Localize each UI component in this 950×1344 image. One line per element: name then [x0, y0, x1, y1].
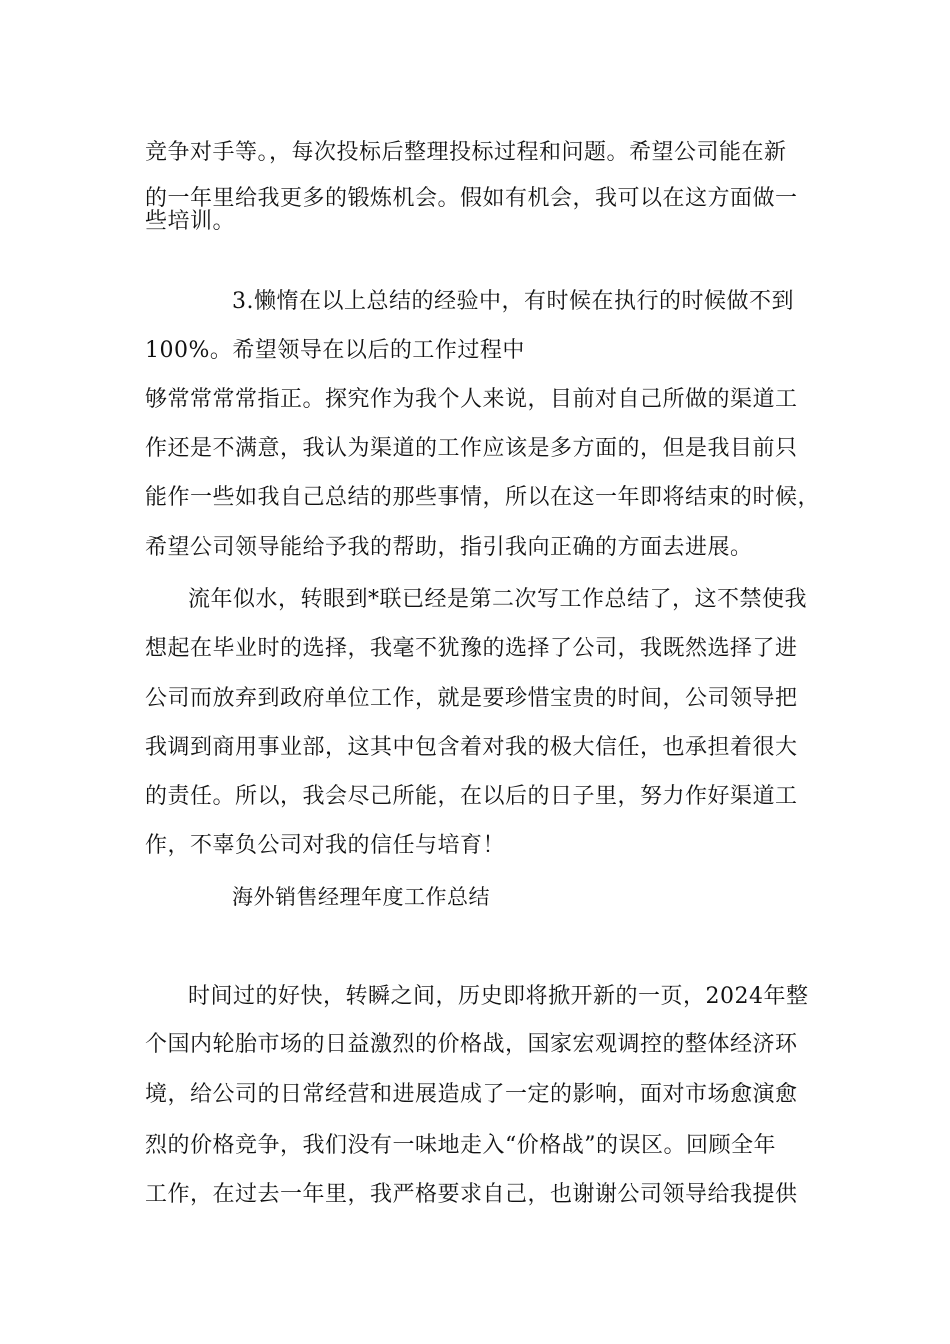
- text-line: 我调到商用事业部，这其中包含着对我的极大信任，也承担着很大: [145, 735, 798, 760]
- text-line: 希望公司领导能给予我的帮助，指引我向正确的方面去进展。: [145, 535, 753, 560]
- text-line: 个国内轮胎市场的日益激烈的价格战，国家宏观调控的整体经济环: [145, 1032, 798, 1057]
- paragraph-first-line: 时间过的好快，转瞬之间，历史即将掀开新的一页，2024年整: [188, 984, 809, 1009]
- text-line: 作还是不满意，我认为渠道的工作应该是多方面的，但是我目前只: [145, 436, 798, 461]
- text-line: 100%。希望领导在以后的工作过程中: [145, 338, 525, 363]
- text-line: 能作一些如我自己总结的那些事情，所以在这一年即将结束的时候，: [145, 485, 821, 510]
- text-line: 工作，在过去一年里，我严格要求自己，也谢谢公司领导给我提供: [145, 1182, 798, 1207]
- section-title: 海外销售经理年度工作总结: [232, 885, 490, 909]
- text-line: 些培训。: [145, 209, 236, 234]
- paragraph-first-line: 流年似水，转眼到*联已经是第二次写工作总结了，这不禁使我: [188, 587, 808, 612]
- text-line: 作，不辜负公司对我的信任与培育！: [145, 833, 506, 858]
- text-line: 的一年里给我更多的锻炼机会。假如有机会，我可以在这方面做一: [145, 186, 798, 211]
- text-line: 竞争对手等。，每次投标后整理投标过程和问题。希望公司能在新: [145, 140, 787, 165]
- text-line: 境，给公司的日常经营和进展造成了一定的影响，面对市场愈演愈: [145, 1082, 798, 1107]
- list-item-line: 3.懒惰在以上总结的经验中，有时候在执行的时候做不到: [232, 289, 794, 314]
- text-line: 公司而放弃到政府单位工作，就是要珍惜宝贵的时间，公司领导把: [145, 686, 798, 711]
- text-line: 烈的价格竞争，我们没有一味地走入“价格战”的误区。回顾全年: [145, 1133, 776, 1158]
- text-line: 的责任。所以，我会尽己所能，在以后的日子里，努力作好渠道工: [145, 784, 798, 809]
- text-line: 够常常常常指正。探究作为我个人来说，目前对自己所做的渠道工: [145, 387, 798, 412]
- text-line: 想起在毕业时的选择，我毫不犹豫的选择了公司，我既然选择了进: [145, 636, 798, 661]
